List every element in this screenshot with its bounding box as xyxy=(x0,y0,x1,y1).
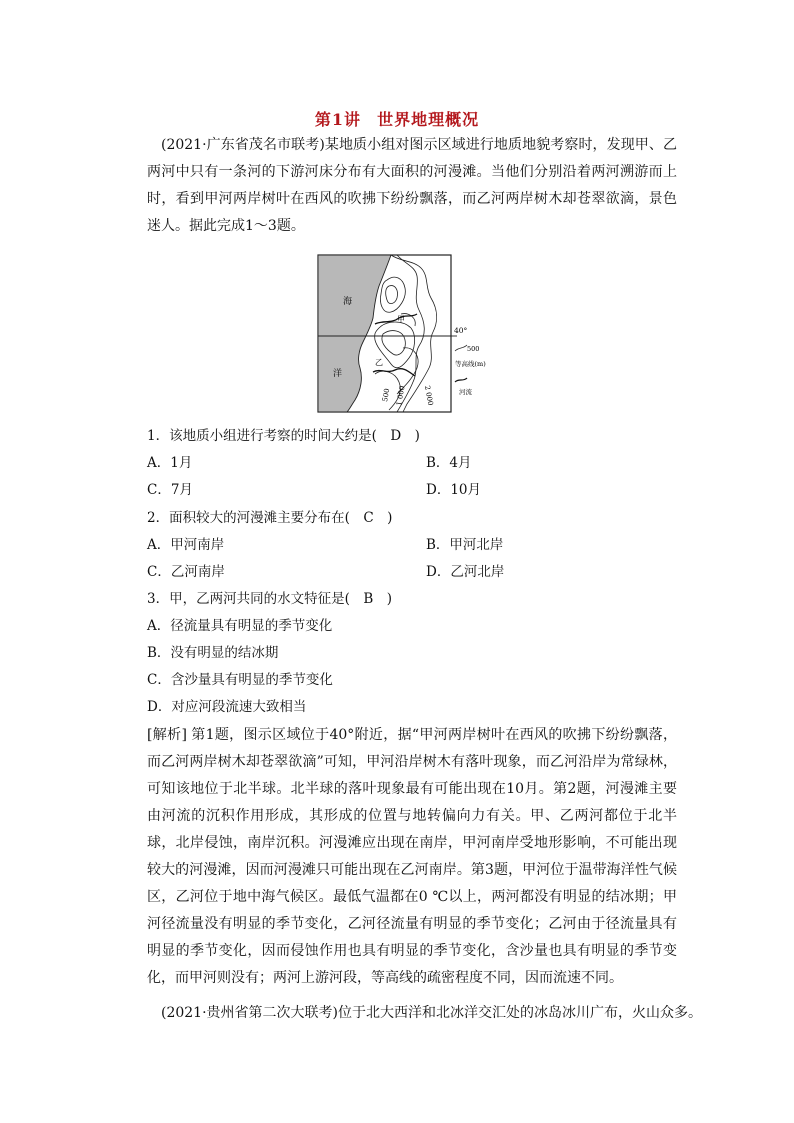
analysis-text: 第1题，图示区域位于40°附近，据“甲河两岸树叶在西风的吹拂下纷纷飘落，而乙河两岸树木却苍翠欲滴”可知，甲河沿岸树木有落叶现象，而乙河沿岸为常绿林，可知该地位于北半球。北半球的落叶现象最有可能出现在10月。第2题，河漫滩主要由河流的沉积作用形成，其形成的位置与地转偏向力有关。甲、乙两河都位于北半球，北岸侵蚀，南岸沉积。河漫滩应出现在南岸，甲河南岸受地形影响，不可能出现较大的河漫滩，因而河漫滩只可能出现在乙河南岸。第3题，甲河位于温带海洋性气候区，乙河位于地中海气候区。最低气温都在0 ℃以上，两河都没有明显的结冰期；甲河径流量没有明显的季节变化，乙河径流量有明显的季节变化；乙河由于径流量具有明显的季节变化，因而侵蚀作用也具有明显的季节变化，含沙量也具有明显的季节变化，而甲河则没有；两河上游河段，等高线的疏密程度不同，因而流速不同。 xyxy=(147,727,677,986)
question-3-option-a: A．径流量具有明显的季节变化 xyxy=(147,618,333,634)
question-2-option-d: D．乙河北岸 xyxy=(426,564,505,580)
question-3-stem: 3．甲，乙两河共同的水文特征是( B ) xyxy=(147,591,393,607)
title-lecture-number: 第1讲 xyxy=(314,110,362,129)
question-3-option-d: D．对应河段流速大致相当 xyxy=(147,699,307,715)
question-1-option-b: B．4月 xyxy=(426,455,472,471)
question-2-option-c: C．乙河南岸 xyxy=(147,564,225,580)
map-label-river-jia: 甲 xyxy=(397,315,405,324)
intro-paragraph: (2021·广东省茂名市联考)某地质小组对图示区域进行地质地貌考察时，发现甲、乙两河中只有一条河的下游河床分布有大面积的河漫滩。当他们分别沿着两河溯游而上时，看到甲河两岸树叶在西风的吹拂下纷纷飘落，而乙河两岸树木却苍翠欲滴，景色迷人。据此完成1～3题。 xyxy=(147,137,677,234)
question-1-stem: 1．该地质小组进行考察的时间大约是( D ) xyxy=(147,428,420,444)
question-3-option-c: C．含沙量具有明显的季节变化 xyxy=(147,672,333,688)
next-question-intro: (2021·贵州省第二次大联考)位于北大西洋和北冰洋交汇处的冰岛冰川广布，火山众多。 xyxy=(161,1005,703,1021)
question-2-stem: 2．面积较大的河漫滩主要分布在( C ) xyxy=(147,510,393,526)
legend-contour-label: 等高线(m) xyxy=(455,360,486,368)
question-2-option-a: A．甲河南岸 xyxy=(147,537,225,553)
legend-river-label: 河流 xyxy=(459,388,472,396)
map-label-river-yi: 乙 xyxy=(375,358,383,367)
analysis-label: [解析] xyxy=(147,727,187,743)
question-3-option-b: B．没有明显的结冰期 xyxy=(147,645,279,661)
question-2-option-b: B．甲河北岸 xyxy=(426,537,504,553)
page-title xyxy=(0,107,794,130)
sea-area xyxy=(318,255,391,412)
legend-contour-value: 500 xyxy=(467,345,480,353)
map-label-sea: 海 xyxy=(343,297,353,307)
analysis-paragraph xyxy=(147,722,677,992)
contour-label-500: 500 xyxy=(381,387,392,403)
contour-label-2000: 2 000 xyxy=(423,384,435,407)
title-topic: 世界地理概况 xyxy=(377,110,480,129)
question-1-option-d: D．10月 xyxy=(426,482,482,498)
map-legend xyxy=(455,345,486,396)
contour-map-figure xyxy=(317,254,517,414)
question-1-option-a: A．1月 xyxy=(147,455,193,471)
map-label-ocean: 洋 xyxy=(333,369,343,379)
contour-label-1000: 1 000 xyxy=(395,385,407,407)
question-1-option-c: C．7月 xyxy=(147,482,193,498)
latitude-label: 40° xyxy=(454,326,468,335)
